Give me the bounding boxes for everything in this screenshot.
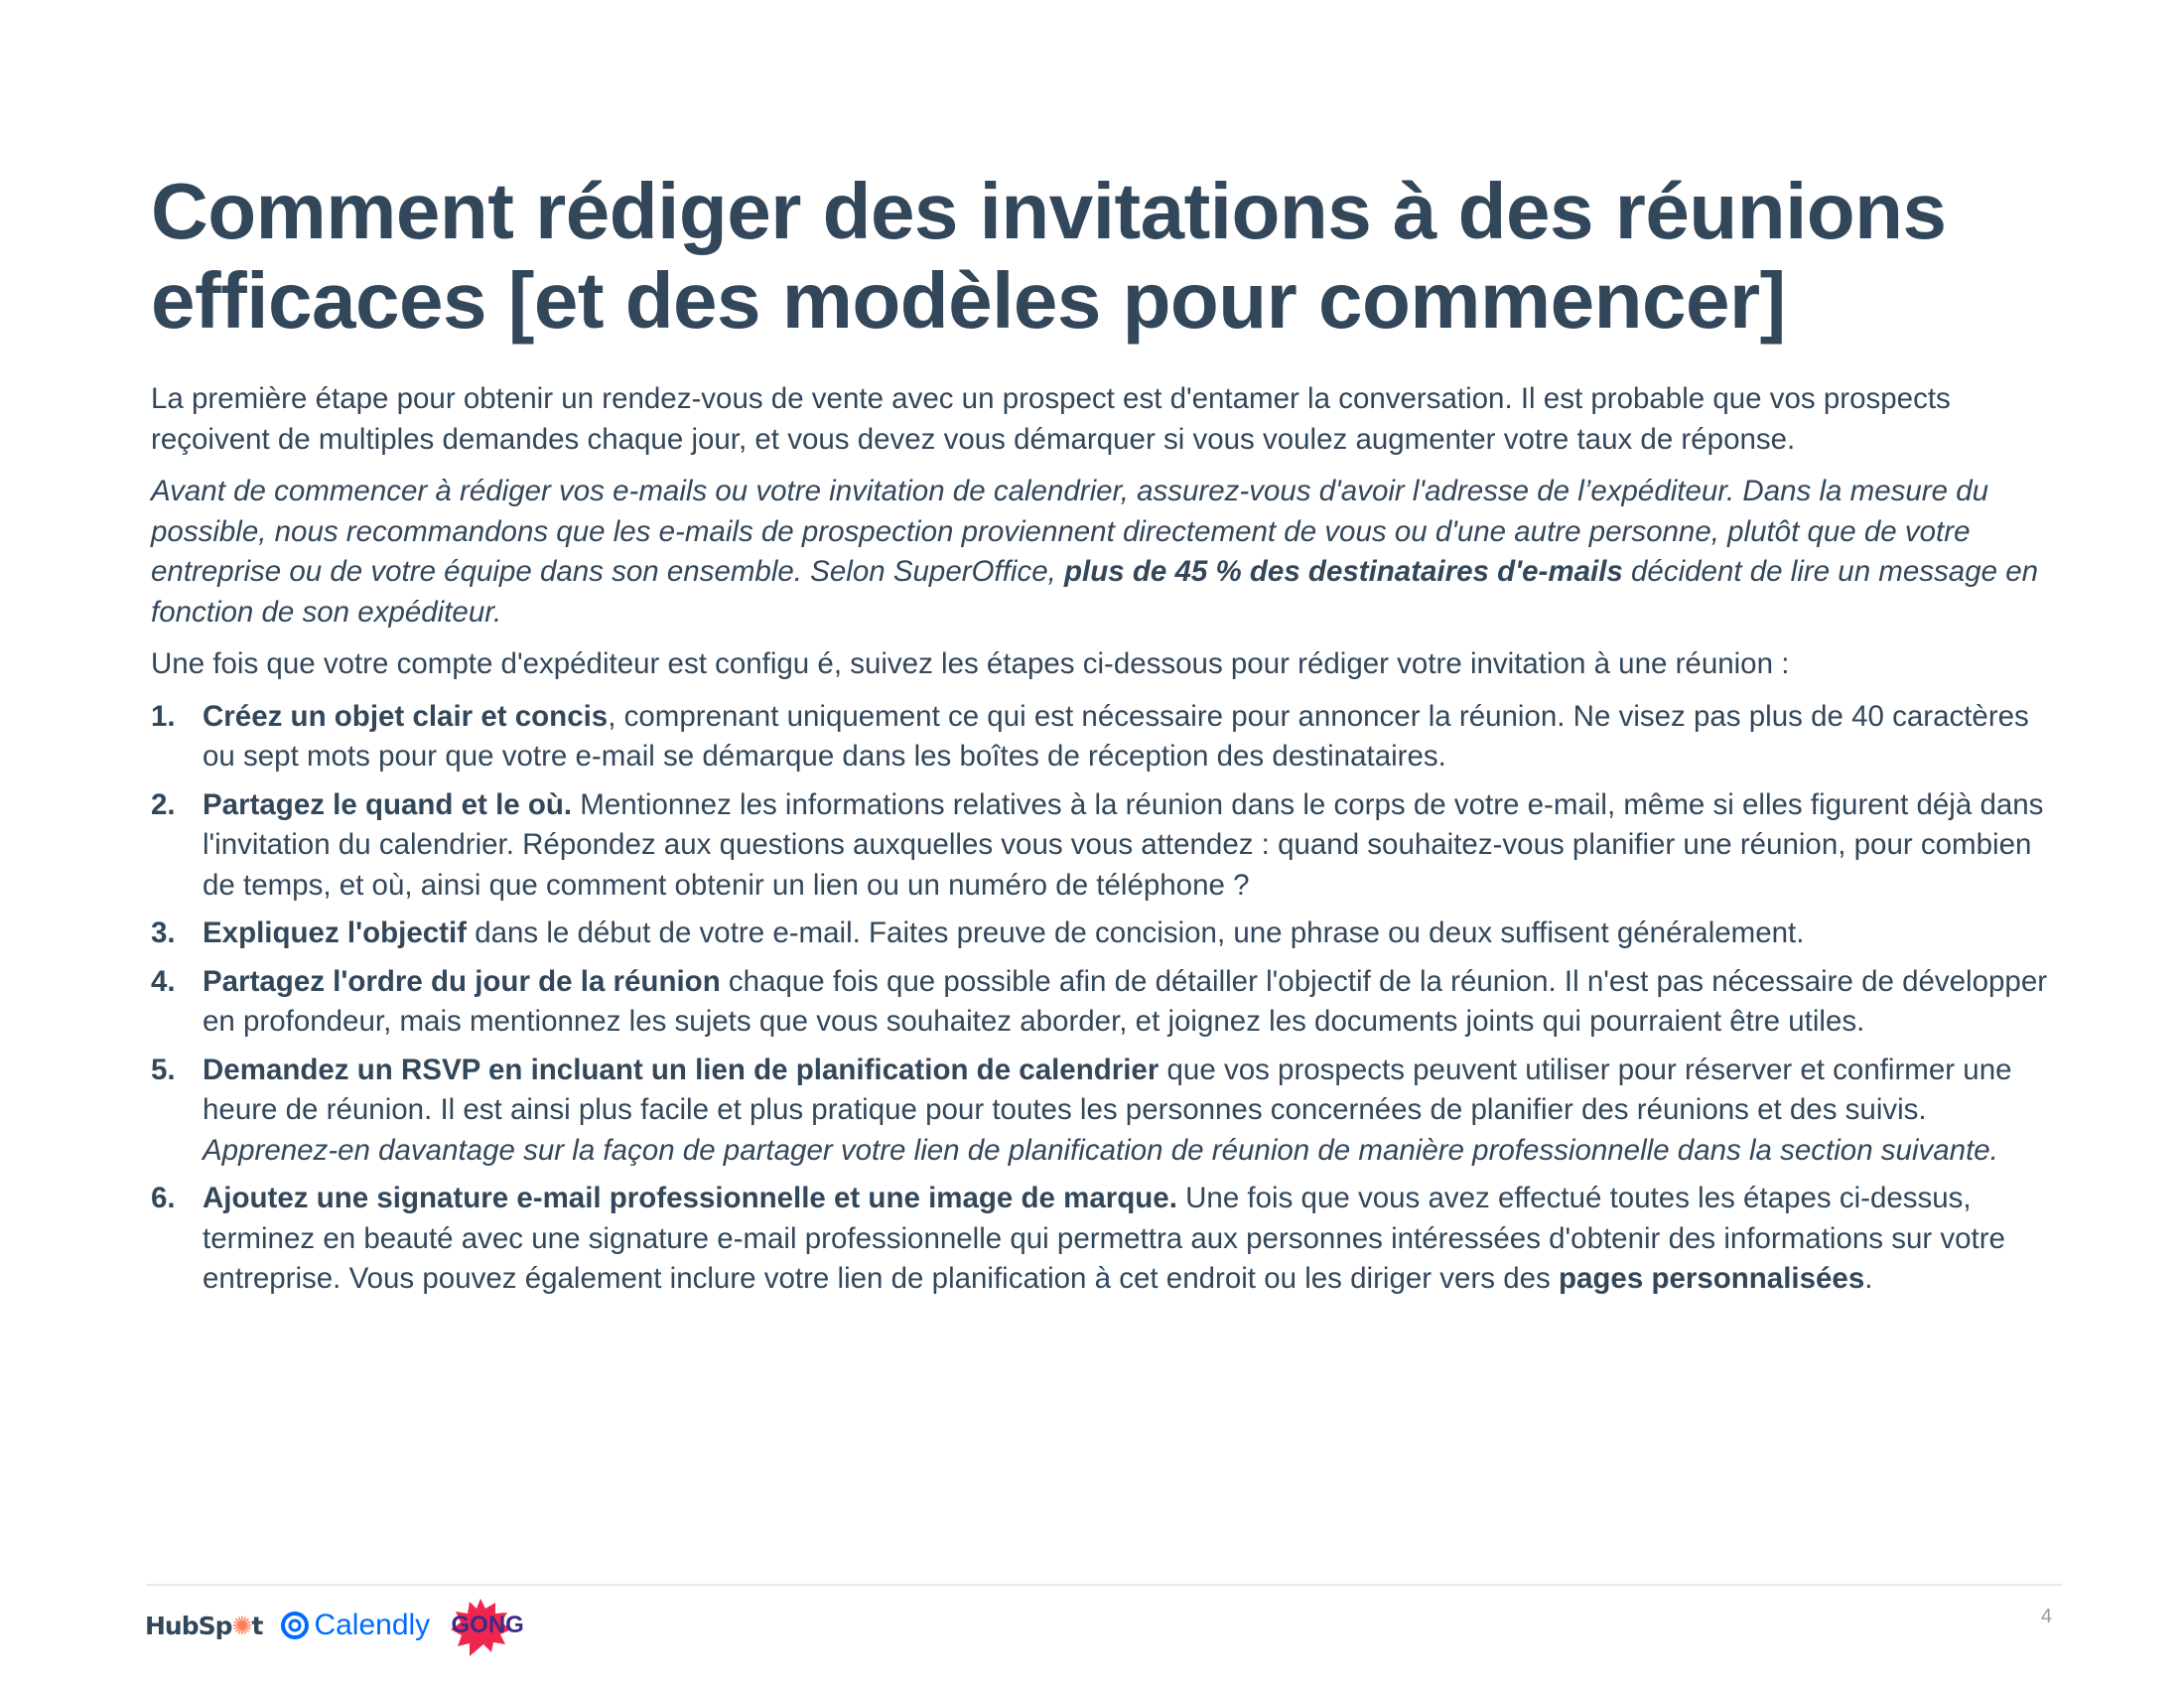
hubspot-logo: [145, 1612, 262, 1640]
hubspot-logo-text: HubSp: [145, 1611, 232, 1640]
body-content: [151, 379, 2052, 1308]
step-title: Ajoutez une signature e-mail professionnelle et une image de marque.: [203, 1182, 1177, 1214]
list-item: [151, 1051, 2052, 1172]
step-number: 5.: [151, 1053, 176, 1086]
intro-paragraph: La première étape pour obtenir un rendez-vous de vente avec un prospect est d'entamer la conversation. Il est probable que vos prospects reçoivent de multiples demandes chaque jour, et vous devez vous démarquer si vous voulez augmenter votre taux de réponse.: [151, 382, 1951, 456]
gong-logo-text: GONG: [451, 1612, 524, 1638]
step-italic-text: Apprenez-en davantage sur la façon de partager votre lien de planification de réunion de manière professionnelle dans la section suivante.: [203, 1133, 1998, 1167]
step-title: Demandez un RSVP en incluant un lien de planification de calendrier: [203, 1053, 1160, 1086]
list-item: [151, 697, 2052, 777]
step-title: Partagez le quand et le où.: [203, 787, 573, 821]
step-text: Mentionnez les informations relatives à la réunion dans le corps de votre e-mail, même si elles figurent déjà dans l'invitation du calendrier. Répondez aux questions auxquelles vous vous attendez : quand souhaitez-vous planifier une réunion, pour combien de temps, et où, ainsi que comment obtenir un lien ou un numéro de téléphone ?: [203, 787, 2044, 902]
calendly-icon: [280, 1611, 310, 1640]
page-title: Comment rédiger des invitations à des réunions efficaces [et des modèles pour commencer]: [151, 167, 1947, 345]
step-text: que vos prospects peuvent utiliser pour réserver et confirmer une heure de réunion. Il est ainsi plus facile et plus pratique pour toutes les personnes concernées de planifier des réunions et des suivis.: [203, 1053, 2012, 1126]
page-number: 4: [2040, 1606, 2052, 1627]
page-footer: [145, 1570, 2055, 1648]
list-item: [151, 962, 2052, 1043]
step-number: 1.: [151, 699, 176, 733]
sender-note-paragraph: [151, 472, 2052, 633]
step-number: 2.: [151, 787, 176, 821]
list-item: [151, 1179, 2052, 1300]
gong-logo: [448, 1603, 527, 1648]
list-item: [151, 914, 2052, 954]
step-title: Partagez l'ordre du jour de la réunion: [203, 964, 721, 998]
footer-row: [145, 1586, 2052, 1648]
step-number: 3.: [151, 916, 176, 949]
step-number: 6.: [151, 1182, 176, 1214]
calendly-logo: [280, 1609, 430, 1642]
note-end: décident de lire un message en fonction de son expéditeur.: [151, 555, 2039, 629]
step-text: , comprenant uniquement ce qui est nécessaire pour annoncer la réunion. Ne visez pas plus de 40 caractères ou sept mots pour que votre e-mail se démarque dans les boîtes de réception des destinataires.: [203, 699, 2029, 773]
step-end: .: [1864, 1262, 1873, 1295]
hubspot-logo-text-end: t: [251, 1611, 263, 1640]
note-bold: plus de 45 % des destinataires d'e-mails: [1064, 555, 1623, 588]
note-text: Avant de commencer à rédiger vos e-mails ou votre invitation de calendrier, assurez-vous d'avoir l'adresse de l’expéditeur. Dans la mesure du possible, nous recommandons que les e-mails de prospection proviennent directement de vous ou d'une autre personne, plutôt que de votre entreprise ou de votre équipe dans son ensemble. Selon SuperOffice,: [151, 475, 1989, 588]
lead-paragraph: Une fois que votre compte d'expéditeur est configu é, suivez les étapes ci-dessous pour rédiger votre invitation à une réunion :: [151, 647, 1790, 680]
custom-pages-text: pages personnalisées: [1558, 1262, 1865, 1295]
step-title: Expliquez l'objectif: [203, 916, 467, 949]
list-item: [151, 785, 2052, 907]
step-text: chaque fois que possible afin de détailler l'objectif de la réunion. Il n'est pas nécessaire de développer en profondeur, mais mentionnez les sujets que vous souhaitez aborder, et joignez les documents joints qui pourraient être utiles.: [203, 964, 2048, 1038]
step-text: dans le début de votre e-mail. Faites preuve de concision, une phrase ou deux suffisent généralement.: [467, 916, 1805, 949]
partner-logos: [145, 1603, 527, 1648]
step-title: Créez un objet clair et concis: [203, 699, 609, 733]
step-number: 4.: [151, 964, 176, 998]
hubspot-sprocket-icon: ✺: [231, 1611, 252, 1640]
steps-list: [151, 697, 2052, 1300]
step-text: Une fois que vous avez effectué toutes les étapes ci-dessus, terminez en beauté avec une signature e-mail professionnelle qui permettra aux personnes intéressées d'obtenir des informations sur votre entreprise. Vous pouvez également inclure votre lien de planification à cet endroit ou les diriger vers des: [203, 1182, 2005, 1295]
calendly-logo-text: Calendly: [314, 1609, 431, 1641]
